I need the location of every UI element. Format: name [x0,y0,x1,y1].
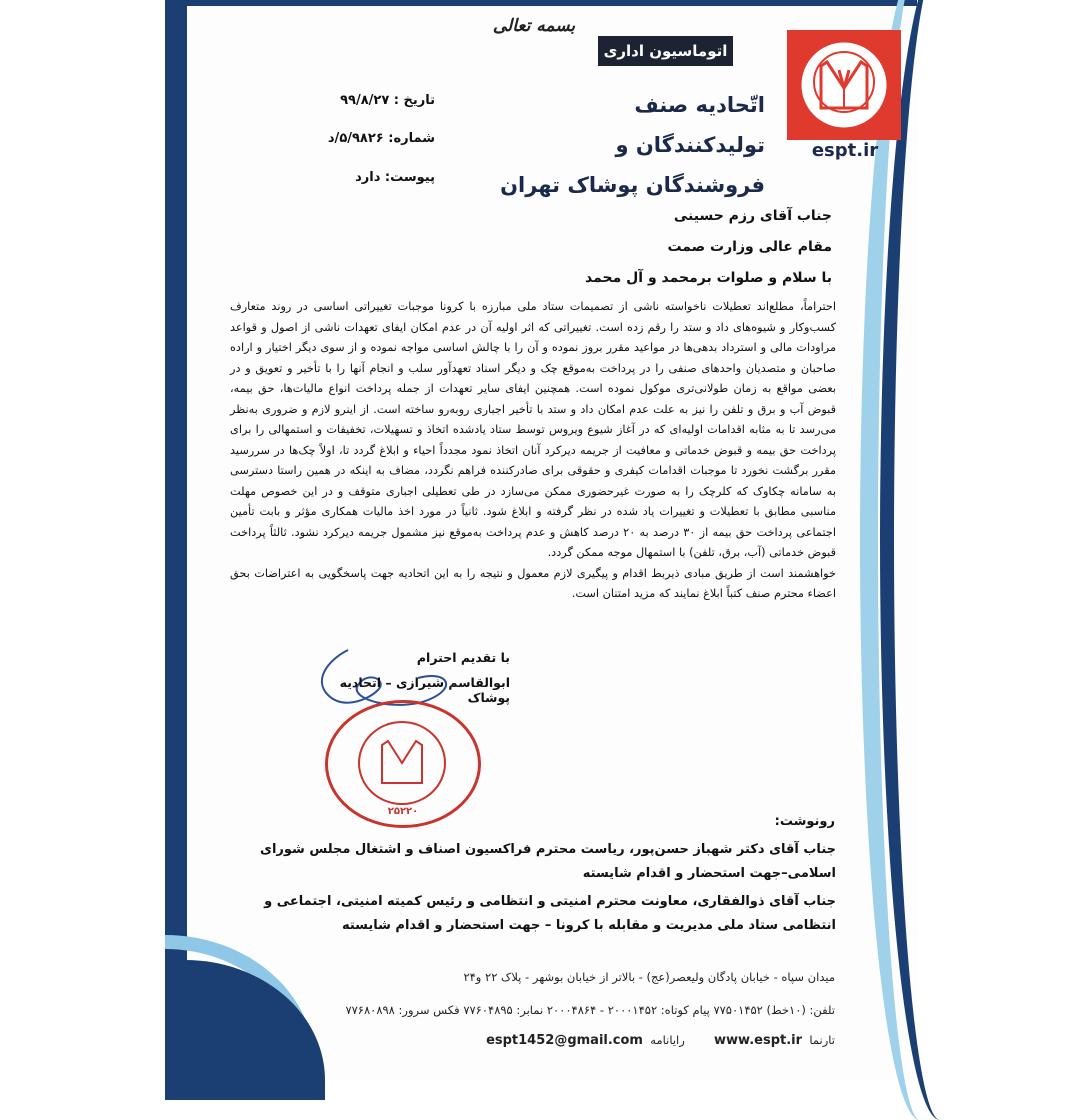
footer-website-label: تارنما [809,1033,835,1047]
footer-email-label: رایانامه [650,1033,685,1047]
cc-item-2: جناب آقای ذوالفقاری، معاونت محترم امنیتی و انتظامی و رئیس کمیته امنیتی، اجتماعی و انتظامی ستاد ملی مدیریت و مقابله با کرونا – جهت استحضار و اقدام شایسته [264,894,836,933]
cc-item-1: جناب آقای دکتر شهباز حسن‌پور، ریاست محترم فراکسیون اصناف و اشتغال مجلس شورای اسلامی–جهت استحضار و اقدام شایسته [260,842,836,881]
body-paragraph-2: خواهشمند است از طریق مبادی ذیربط اقدام و پیگیری لازم معمول و نتیجه را به این اتحادیه جهت پاسخگویی به اعتراضات بحق اعضاء محترم صنف کتباً ابلاغ نمایند که مزید امتنان است. [230,566,836,600]
letter-number: شماره: ۵/۹۸۲۶/د [327,131,435,146]
right-dark-wave [880,0,1000,1120]
footer-email[interactable]: espt1452@gmail.com [486,1033,643,1048]
official-stamp [325,700,481,828]
union-logo [787,30,901,140]
addressee-name: جناب آقای رزم حسینی [673,208,832,224]
header-website: espt.ir [811,140,879,161]
stamp-emblem-icon [358,721,446,805]
footer-website[interactable]: www.espt.ir [714,1033,803,1048]
letter-body [230,297,836,605]
letter-attachment: پیوست: دارد [355,170,435,185]
org-title [500,85,765,205]
basmala: بسمه تعالی [492,16,576,36]
footer-address: میدان سپاه - خیابان پادگان ولیعصر(عج) - بالاتر از خیابان بوشهر - پلاک ۲۲ و۲۴ [463,970,835,984]
org-title-line1: اتّحادیه صنف تولیدکنندگان و [615,93,765,157]
footer-links [250,1033,835,1048]
office-automation-label: اتوماسیون اداری [598,36,733,66]
suit-emblem-icon [787,30,901,140]
footer-phones: تلفن: (۱۰خط) ۷۷۵۰۱۴۵۲ پیام کوتاه: ۲۰۰۰۱۴۵۲ - ۲۰۰۰۴۸۶۴ نمابر: ۷۷۶۰۴۸۹۵ فکس سرور: ۷۷۶۸۰۸۹۸ [345,1003,835,1017]
top-border-band [165,0,917,6]
left-border-band [165,0,187,1080]
signature-closing: با تقدیم احترام [416,650,510,665]
org-title-line2: فروشندگان پوشاک تهران [500,173,765,197]
addressee-title: مقام عالی وزارت صمت [667,239,832,255]
greeting: با سلام و صلوات برمحمد و آل محمد [585,270,832,286]
signatory-name: ابوالقاسم شیرازی – اتحادیه پوشاک [339,675,510,705]
cc-label: رونوشت: [774,814,835,829]
letter-date: تاریخ : ۹۹/۸/۲۷ [340,93,435,108]
stamp-number: ۲۵۲۲۰ [387,806,419,817]
body-paragraph-1: احتراماً، مطلع‌اند تعطیلات ناخواسته ناشی از تصمیمات ستاد ملی مبارزه با کرونا موجبات تغییراتی اساسی در روند متعارف کسب‌وکار و شیوه‌های داد و ستد را رقم زده است. تغییراتی که اثر اولیه آن در عدم امکان ایفای تعهدات ناشی از اصول و قواعد مراودات مالی و استرداد بدهی‌ها در مواعید مقرر بروز نموده و آن را با چالش اساسی مواجه نموده و از سوی دیگر اختیار و اراده صاحبان و متصدیان واحدهای صنفی را در پرداخت به‌موقع چک و دیگر اسناد تعهدآور سلب و انجام آنها را با تأخیر و تعویق و در بعضی مواقع به زمان طولانی‌تری موکول نموده است. همچنین ایفای سایر تعهدات از جمله پرداخت انواع مالیات‌ها، حق بیمه، قبوض آب و برق و تلفن را نیز به علت عدم امکان داد و ستد با تأخیر اجباری روبه‌رو ساخته است. از اینرو لازم و ضروری به‌نظر می‌رسد تا به مثابه اقدامات اولیه‌ای که در آغاز شیوع ویروس توسط ستاد یادشده اتخاذ و تسهیلات، تخفیفات و استمهالی را برای پرداخت حق بیمه و قبوض خدماتی و معافیت از جریمه دیرکرد آنان اتخاذ نمود مجدداً احیاء و ابلاغ گردد تا، اولاً چک‌ها در سررسید مقرر برگشت نخورد تا موجبات اقدامات کیفری و حقوقی برای صادرکننده فراهم نگردد، مضاف به اینکه در همین راستا دسترسی به سامانه چکاوک که کلرچک را به صورت غیرحضوری ممکن می‌سازد در طی تعطیلی اجباری متوقف و در این خصوص مهلت مناسبی مطابق با تعطیلات و تغییرات یاد شده در نظر گرفته و ابلاغ شود. ثانیاً در مورد اخذ مالیات همکاری مؤثر و بابت تأمین اجتماعی پرداخت حق بیمه از ۳۰ درصد به ۲۰ درصد کاهش و عدم پرداخت به‌موقع نیز مشمول جریمه دیرکرد نشود. ثالثاً پرداخت قبوض خدماتی (آب، برق، تلفن) با استمهال موجه ممکن گردد. [230,300,836,559]
